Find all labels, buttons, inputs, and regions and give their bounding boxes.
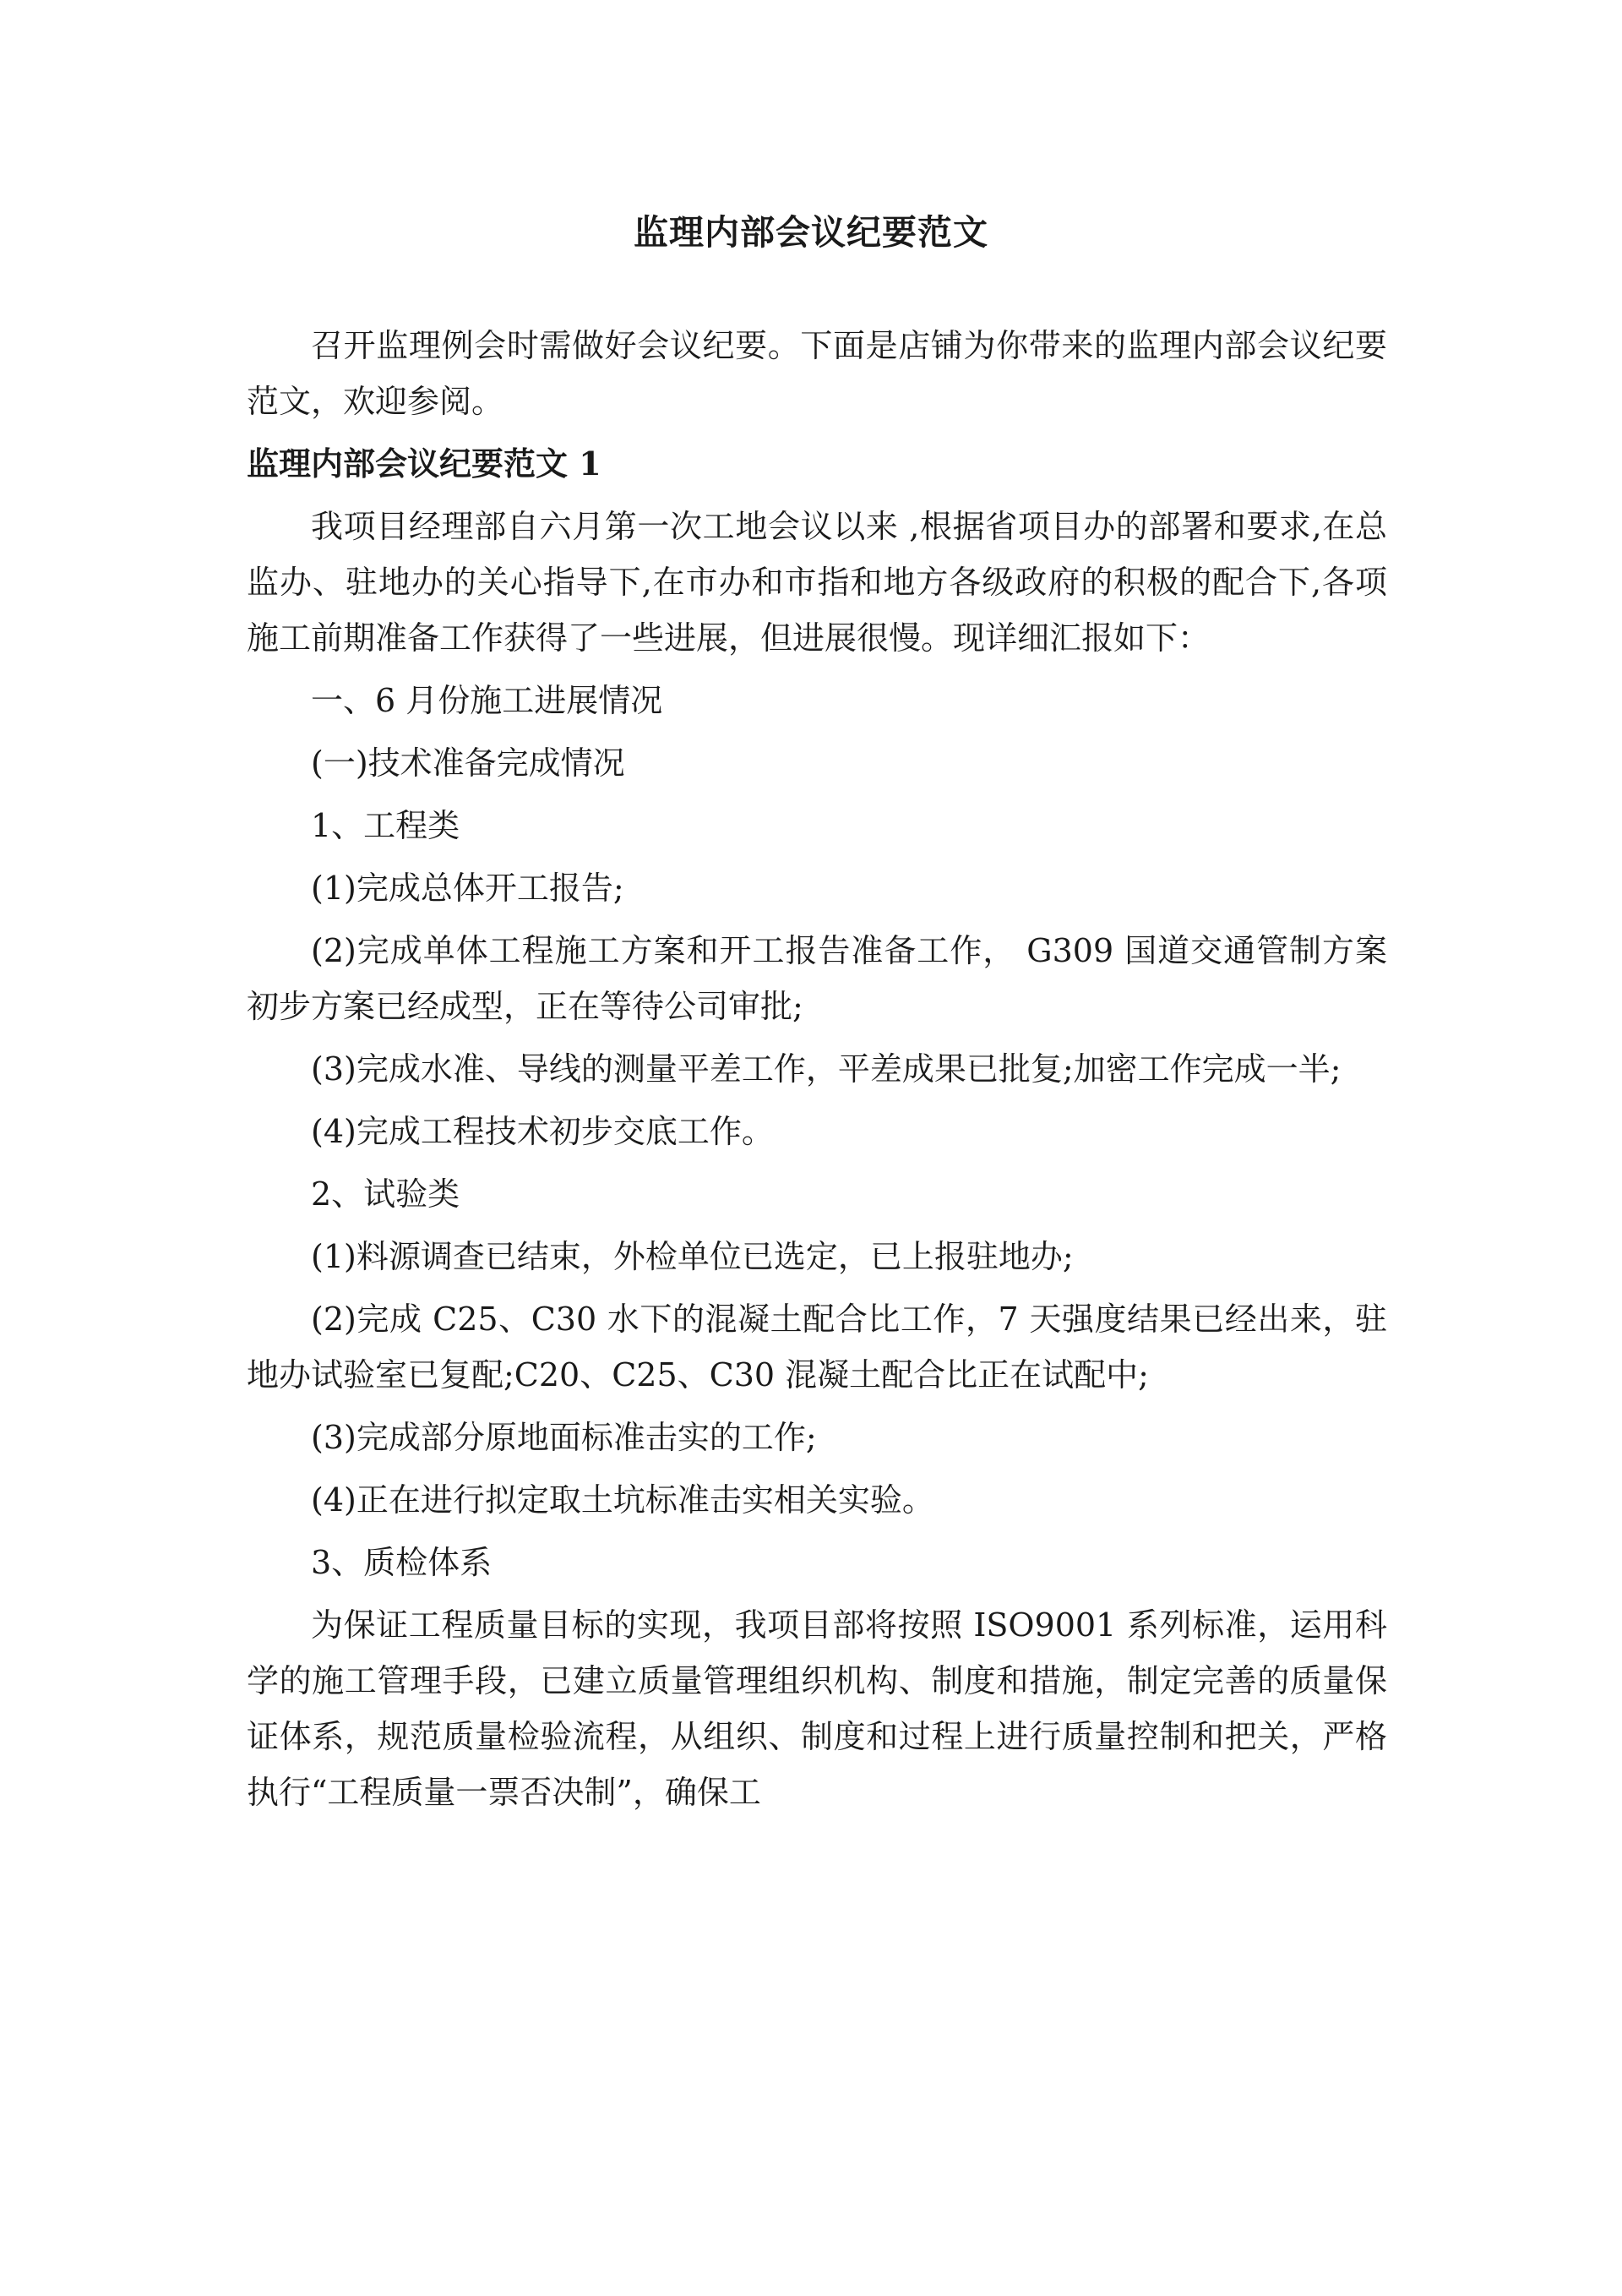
body-paragraph: 2、试验类 [311, 1175, 460, 1213]
document-body [247, 318, 1387, 1827]
body-paragraph: (3)完成部分原地面标准击实的工作; [311, 1419, 817, 1456]
section-heading: 监理内部会议纪要范文 1 [247, 444, 601, 483]
body-paragraph: (1)完成总体开工报告; [311, 870, 624, 907]
document-title: 监理内部会议纪要范文 [634, 212, 988, 253]
body-paragraph: (4)正在进行拟定取土坑标准击实相关实验。 [311, 1481, 934, 1519]
body-paragraph: 为保证工程质量目标的实现，我项目部将按照 ISO9001 系列标准，运用科学的施工管理手段，已建立质量管理组织机构、制度和措施，制定完善的质量保证体系，规范质量检验流程，从组织、制度和过程上进行质量控制和把关，严格执行“工程质量一票否决制”，确保工 [247, 1606, 1387, 1811]
body-paragraph: 3、质检体系 [311, 1544, 493, 1581]
body-paragraph: 一、6 月份施工进展情况 [311, 682, 663, 719]
body-paragraph: (一)技术准备完成情况 [311, 744, 625, 782]
body-paragraph: (2)完成单体工程施工方案和开工报告准备工作， G309 国道交通管制方案初步方案已经成型，正在等待公司审批; [247, 932, 1387, 1025]
body-paragraph: (3)完成水准、导线的测量平差工作，平差成果已批复;加密工作完成一半; [311, 1050, 1342, 1088]
body-paragraph: (4)完成工程技术初步交底工作。 [311, 1113, 774, 1150]
intro-paragraph: 召开监理例会时需做好会议纪要。下面是店铺为你带来的监理内部会议纪要范文，欢迎参阅。 [247, 327, 1387, 420]
body-paragraph: 1、工程类 [311, 807, 460, 844]
body-paragraph: (1)料源调查已结束，外检单位已选定，已上报驻地办; [311, 1238, 1074, 1275]
body-paragraph: 我项目经理部自六月第一次工地会议以来 ,根据省项目办的部署和要求,在总监办、驻地办的关心指导下,在市办和市指和地方各级政府的积极的配合下,各项施工前期准备工作获得了一些进展，但进展很慢。现详细汇报如下： [247, 508, 1387, 657]
body-paragraph: (2)完成 C25、C30 水下的混凝土配合比工作，7 天强度结果已经出来，驻地办试验室已复配;C20、C25、C30 混凝土配合比正在试配中; [247, 1301, 1387, 1393]
